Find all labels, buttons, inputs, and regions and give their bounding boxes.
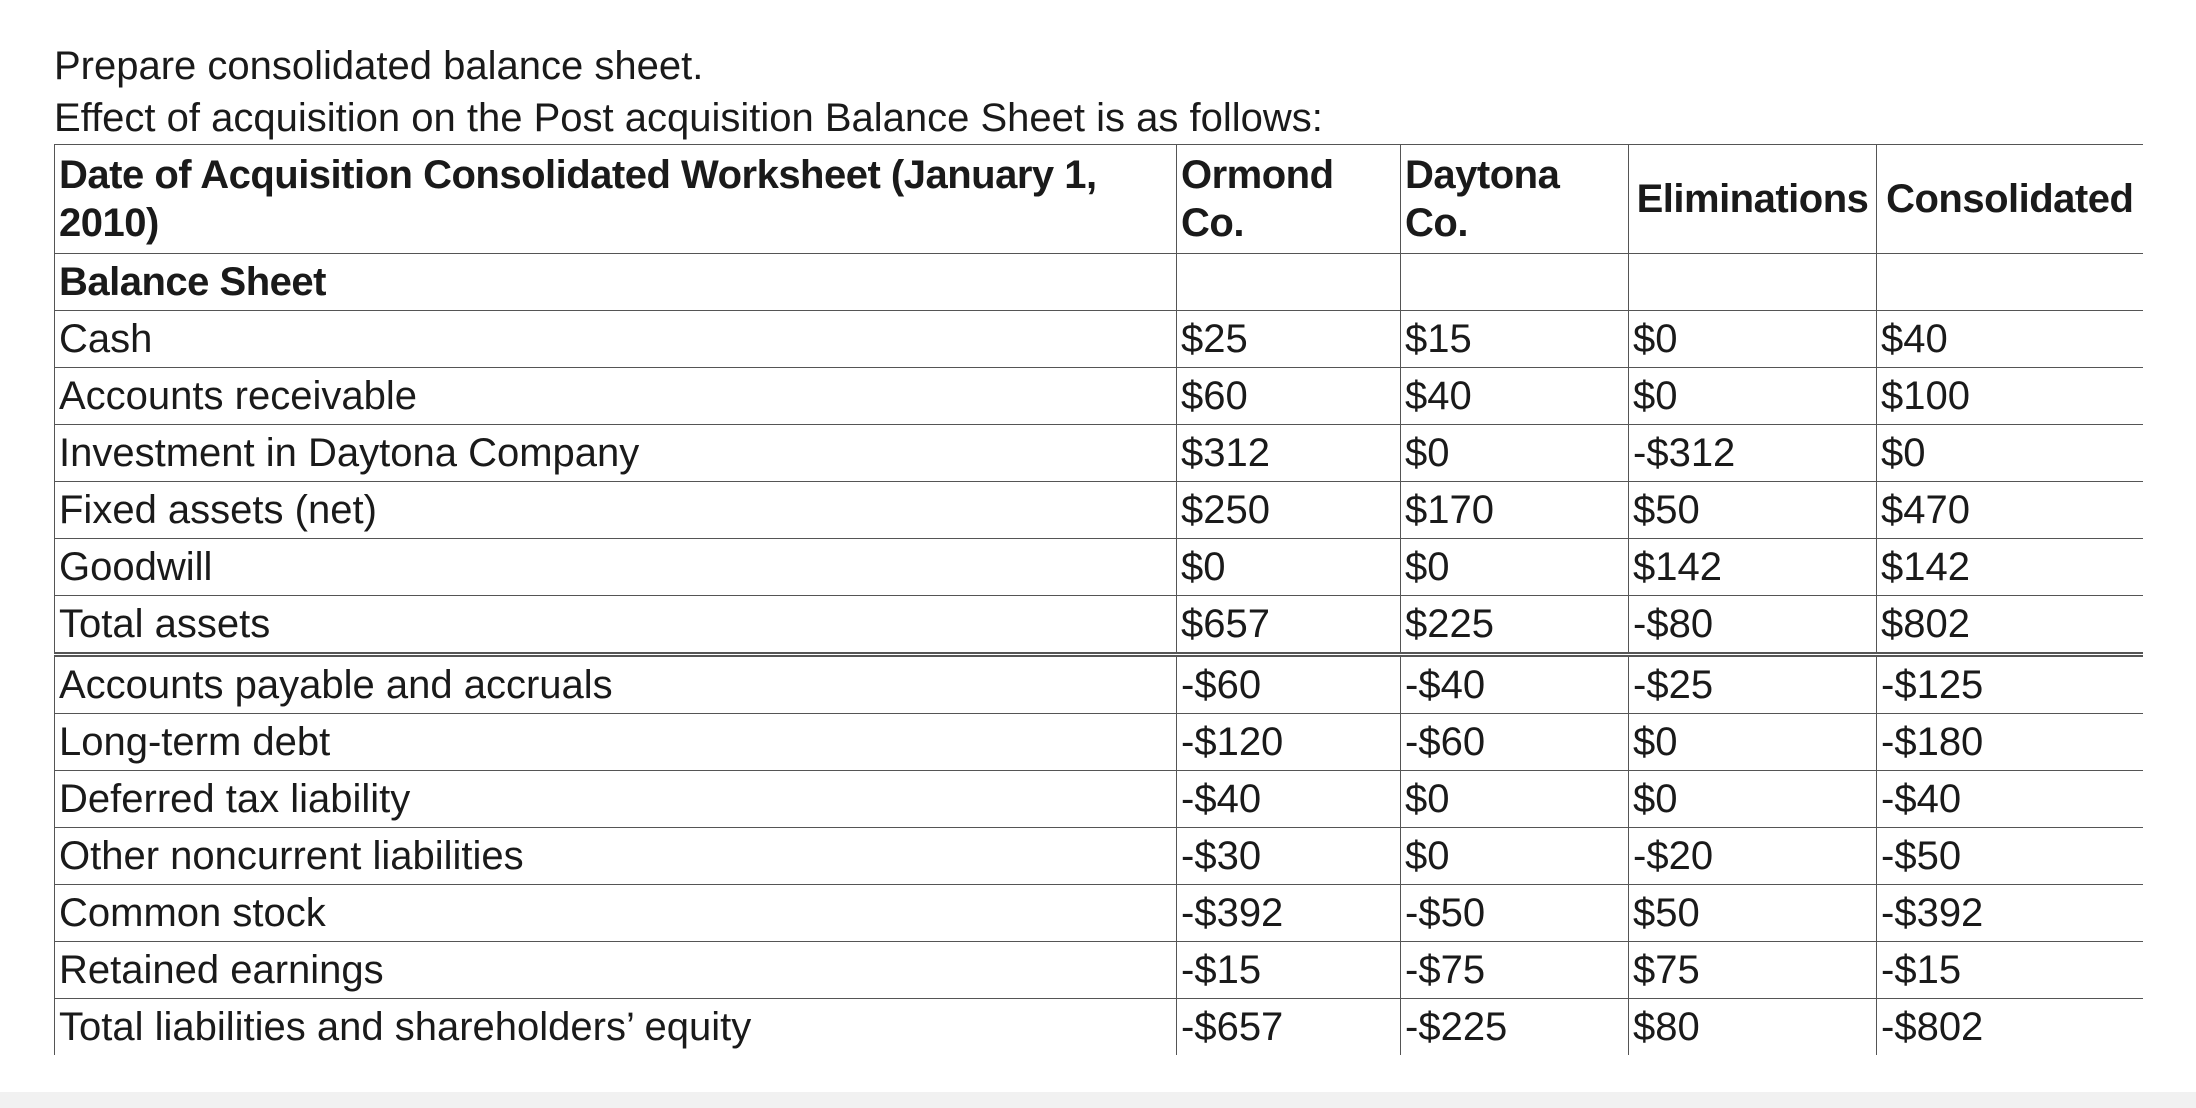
row-label: Accounts payable and accruals <box>55 655 1177 714</box>
intro-line-1: Prepare consolidated balance sheet. <box>54 44 704 88</box>
row-label: Goodwill <box>55 539 1177 596</box>
table-row <box>55 942 2143 999</box>
consolidated-value: $100 <box>1877 368 2143 425</box>
table-row <box>55 771 2143 828</box>
eliminations-value: $80 <box>1629 999 1877 1056</box>
table-row <box>55 655 2143 714</box>
consolidated-worksheet-table <box>54 144 2143 1055</box>
daytona-value: -$60 <box>1401 714 1629 771</box>
ormond-value: -$60 <box>1177 655 1401 714</box>
daytona-value: $170 <box>1401 482 1629 539</box>
ormond-value: $60 <box>1177 368 1401 425</box>
header-eliminations: Eliminations <box>1629 145 1877 254</box>
table-row <box>55 368 2143 425</box>
eliminations-value: $50 <box>1629 885 1877 942</box>
daytona-value: -$50 <box>1401 885 1629 942</box>
ormond-value: -$120 <box>1177 714 1401 771</box>
eliminations-value: $0 <box>1629 311 1877 368</box>
daytona-value: -$225 <box>1401 999 1629 1056</box>
consolidated-value: -$15 <box>1877 942 2143 999</box>
consolidated-value: $470 <box>1877 482 2143 539</box>
daytona-value: $15 <box>1401 311 1629 368</box>
table-row <box>55 425 2143 482</box>
eliminations-value: $0 <box>1629 771 1877 828</box>
ormond-value: -$15 <box>1177 942 1401 999</box>
row-label: Other noncurrent liabilities <box>55 828 1177 885</box>
eliminations-value: $50 <box>1629 482 1877 539</box>
empty-cell <box>1177 254 1401 311</box>
eliminations-value: $0 <box>1629 368 1877 425</box>
daytona-value: $0 <box>1401 828 1629 885</box>
daytona-value: $225 <box>1401 596 1629 655</box>
header-consolidated: Consolidated <box>1877 145 2143 254</box>
eliminations-value: -$312 <box>1629 425 1877 482</box>
row-label: Retained earnings <box>55 942 1177 999</box>
eliminations-value: $142 <box>1629 539 1877 596</box>
eliminations-value: $75 <box>1629 942 1877 999</box>
consolidated-value: $0 <box>1877 425 2143 482</box>
row-label: Total assets <box>55 596 1177 655</box>
daytona-value: -$75 <box>1401 942 1629 999</box>
header-daytona: Daytona Co. <box>1401 145 1629 254</box>
consolidated-value: $40 <box>1877 311 2143 368</box>
ormond-value: $657 <box>1177 596 1401 655</box>
ormond-value: $25 <box>1177 311 1401 368</box>
empty-cell <box>1629 254 1877 311</box>
consolidated-value: -$802 <box>1877 999 2143 1056</box>
daytona-value: $0 <box>1401 539 1629 596</box>
eliminations-value: -$20 <box>1629 828 1877 885</box>
consolidated-value: -$180 <box>1877 714 2143 771</box>
table-row <box>55 885 2143 942</box>
ormond-value: $312 <box>1177 425 1401 482</box>
section-row-balance-sheet <box>55 254 2143 311</box>
header-worksheet-title: Date of Acquisition Consolidated Worksheet (January 1, 2010) <box>55 145 1177 254</box>
ormond-value: -$657 <box>1177 999 1401 1056</box>
ormond-value: $0 <box>1177 539 1401 596</box>
row-label: Total liabilities and shareholders’ equity <box>55 999 1177 1056</box>
header-row <box>55 145 2143 254</box>
daytona-value: $0 <box>1401 771 1629 828</box>
consolidated-value: $142 <box>1877 539 2143 596</box>
eliminations-value: $0 <box>1629 714 1877 771</box>
row-label: Investment in Daytona Company <box>55 425 1177 482</box>
ormond-value: -$40 <box>1177 771 1401 828</box>
row-label: Fixed assets (net) <box>55 482 1177 539</box>
ormond-value: $250 <box>1177 482 1401 539</box>
table-row <box>55 596 2143 655</box>
table-row <box>55 714 2143 771</box>
daytona-value: -$40 <box>1401 655 1629 714</box>
table-row <box>55 828 2143 885</box>
header-ormond: Ormond Co. <box>1177 145 1401 254</box>
daytona-value: $40 <box>1401 368 1629 425</box>
consolidated-value: -$125 <box>1877 655 2143 714</box>
row-label: Deferred tax liability <box>55 771 1177 828</box>
row-label: Long-term debt <box>55 714 1177 771</box>
row-label: Common stock <box>55 885 1177 942</box>
row-label: Accounts receivable <box>55 368 1177 425</box>
consolidated-value: $802 <box>1877 596 2143 655</box>
eliminations-value: -$25 <box>1629 655 1877 714</box>
table-row <box>55 539 2143 596</box>
empty-cell <box>1877 254 2143 311</box>
row-label: Cash <box>55 311 1177 368</box>
consolidated-value: -$392 <box>1877 885 2143 942</box>
consolidated-value: -$40 <box>1877 771 2143 828</box>
intro-text <box>54 40 1323 144</box>
table-row <box>55 482 2143 539</box>
section-label: Balance Sheet <box>55 254 1177 311</box>
consolidated-value: -$50 <box>1877 828 2143 885</box>
bottom-band <box>0 1092 2196 1108</box>
ormond-value: -$30 <box>1177 828 1401 885</box>
daytona-value: $0 <box>1401 425 1629 482</box>
eliminations-value: -$80 <box>1629 596 1877 655</box>
ormond-value: -$392 <box>1177 885 1401 942</box>
intro-line-2: Effect of acquisition on the Post acquisition Balance Sheet is as follows: <box>54 96 1323 140</box>
table-row <box>55 999 2143 1056</box>
table-row <box>55 311 2143 368</box>
empty-cell <box>1401 254 1629 311</box>
